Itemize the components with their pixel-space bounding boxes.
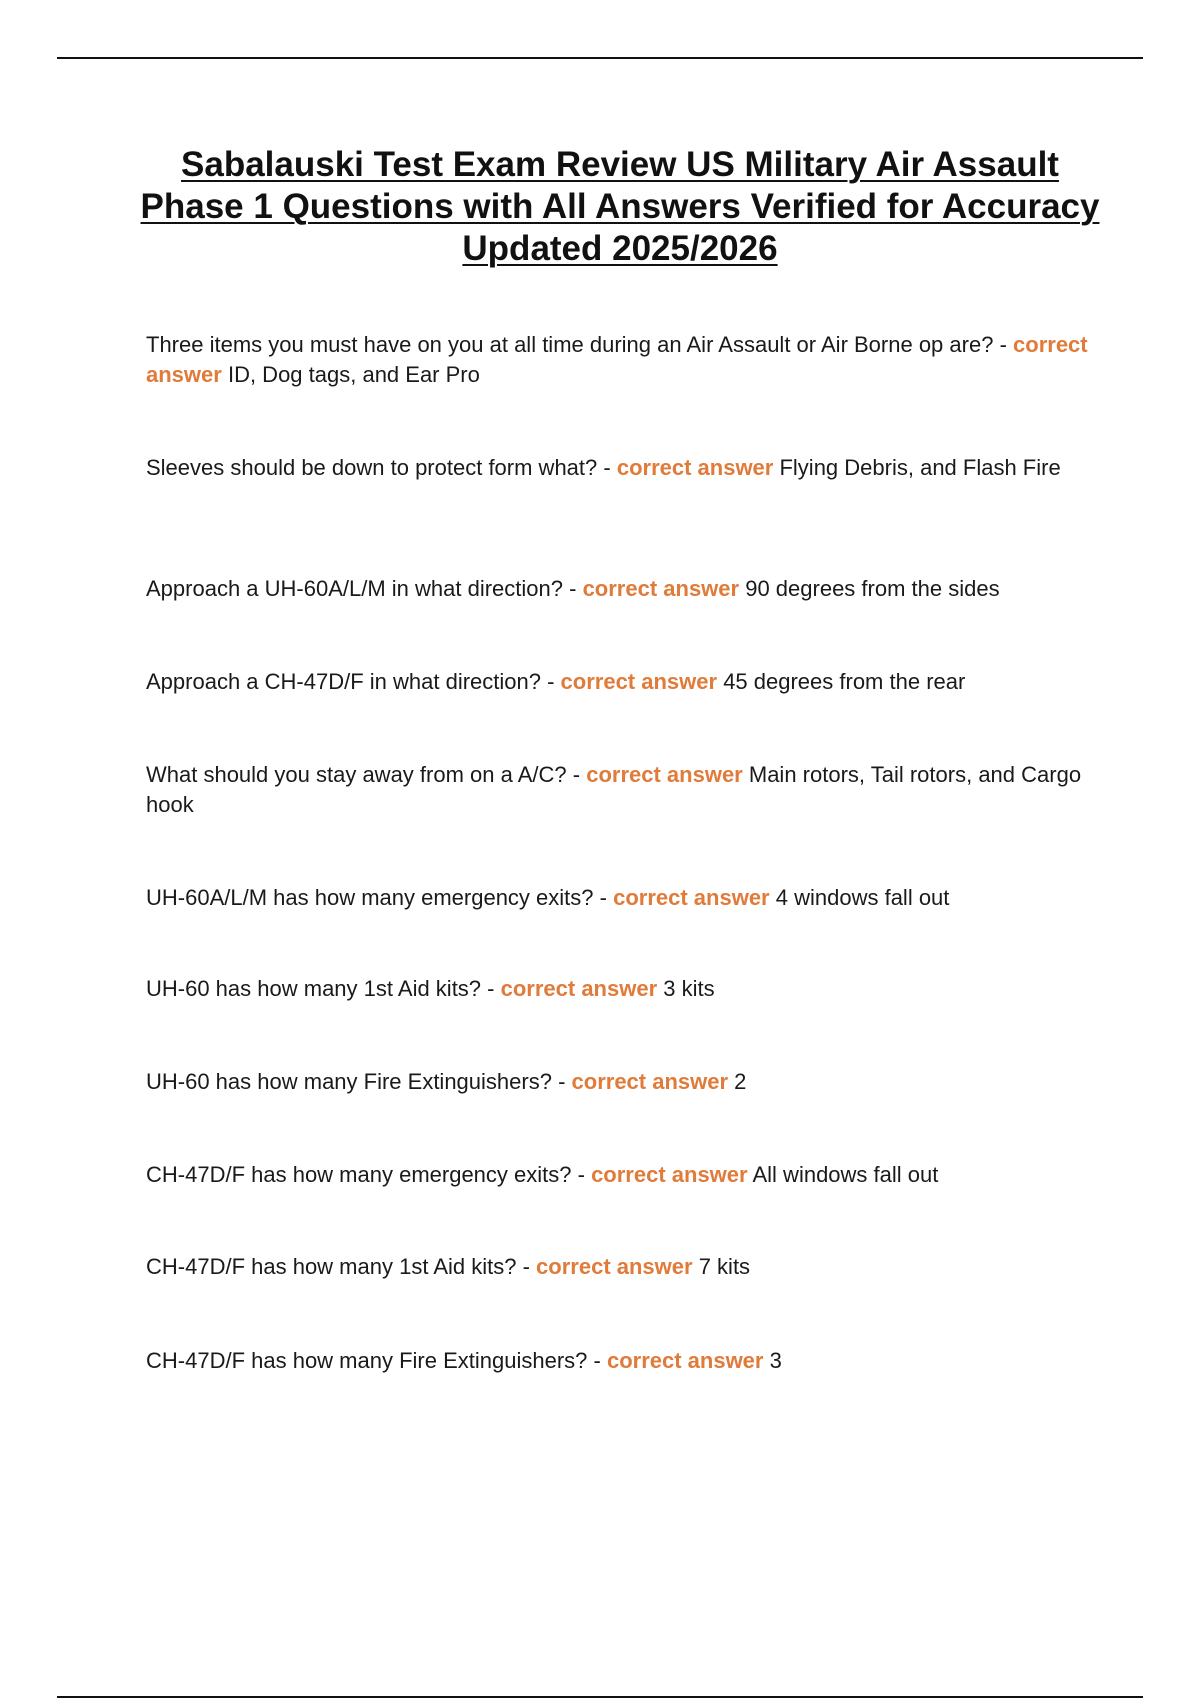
correct-answer-label: correct answer	[146, 332, 1088, 387]
qa-item	[146, 760, 1096, 820]
correct-answer-label: correct answer	[536, 1254, 693, 1279]
question-text: UH-60 has how many 1st Aid kits?	[146, 976, 482, 1001]
question-text: Approach a CH-47D/F in what direction?	[146, 669, 541, 694]
qa-item	[146, 574, 1096, 604]
answer-text: ID, Dog tags, and Ear Pro	[227, 362, 480, 387]
correct-answer-label: correct answer	[560, 669, 718, 694]
qa-item	[146, 1252, 1096, 1282]
separator: -	[566, 762, 587, 787]
answer-text: 2	[734, 1069, 747, 1094]
qa-item	[146, 974, 1096, 1004]
separator: -	[481, 976, 501, 1001]
answer-text: 7 kits	[698, 1254, 751, 1279]
answer-text: 45 degrees from the rear	[723, 669, 966, 694]
separator: -	[597, 455, 617, 480]
question-text: Sleeves should be down to protect form what?	[146, 455, 598, 480]
answer-text: 90 degrees from the sides	[745, 576, 1000, 601]
separator: -	[993, 332, 1014, 357]
answer-text: 3 kits	[663, 976, 715, 1001]
question-text: UH-60A/L/M has how many emergency exits?	[146, 885, 594, 910]
bottom-rule	[57, 1696, 1143, 1698]
answer-text: All windows fall out	[752, 1162, 939, 1187]
qa-item	[146, 883, 1096, 913]
separator: -	[540, 669, 561, 694]
question-text: CH-47D/F has how many Fire Extinguishers?	[146, 1348, 588, 1373]
question-text: UH-60 has how many Fire Extinguishers?	[146, 1069, 552, 1094]
correct-answer-label: correct answer	[616, 455, 774, 480]
document-title: Sabalauski Test Exam Review US Military Air Assault Phase 1 Questions with All Answers Verified for Accuracy Updated 2025/2026	[140, 145, 1100, 268]
answer-text: 4 windows fall out	[775, 885, 950, 910]
qa-item	[146, 330, 1096, 390]
answer-text: Flying Debris, and Flash Fire	[779, 455, 1061, 480]
correct-answer-label: correct answer	[591, 1162, 748, 1187]
correct-answer-label: correct answer	[613, 885, 770, 910]
question-text: CH-47D/F has how many emergency exits?	[146, 1162, 572, 1187]
qa-item	[146, 453, 1096, 483]
question-text: CH-47D/F has how many 1st Aid kits?	[146, 1254, 517, 1279]
correct-answer-label: correct answer	[582, 576, 740, 601]
question-text: Approach a UH-60A/L/M in what direction?	[146, 576, 563, 601]
question-text: Three items you must have on you at all time during an Air Assault or Air Borne op are?	[146, 332, 994, 357]
separator: -	[551, 1069, 572, 1094]
separator: -	[587, 1348, 607, 1373]
correct-answer-label: correct answer	[606, 1348, 764, 1373]
question-text: What should you stay away from on a A/C?	[146, 762, 567, 787]
answer-text: Main rotors, Tail rotors, and Cargo hook	[146, 762, 1082, 817]
qa-item	[146, 1346, 1096, 1376]
separator: -	[516, 1254, 537, 1279]
separator: -	[593, 885, 614, 910]
correct-answer-label: correct answer	[500, 976, 658, 1001]
answer-text: 3	[769, 1348, 782, 1373]
top-rule	[57, 57, 1143, 59]
correct-answer-label: correct answer	[586, 762, 743, 787]
separator: -	[571, 1162, 592, 1187]
qa-item	[146, 1067, 1096, 1097]
qa-item	[146, 1160, 1096, 1190]
separator: -	[563, 576, 583, 601]
correct-answer-label: correct answer	[571, 1069, 729, 1094]
qa-item	[146, 667, 1096, 697]
